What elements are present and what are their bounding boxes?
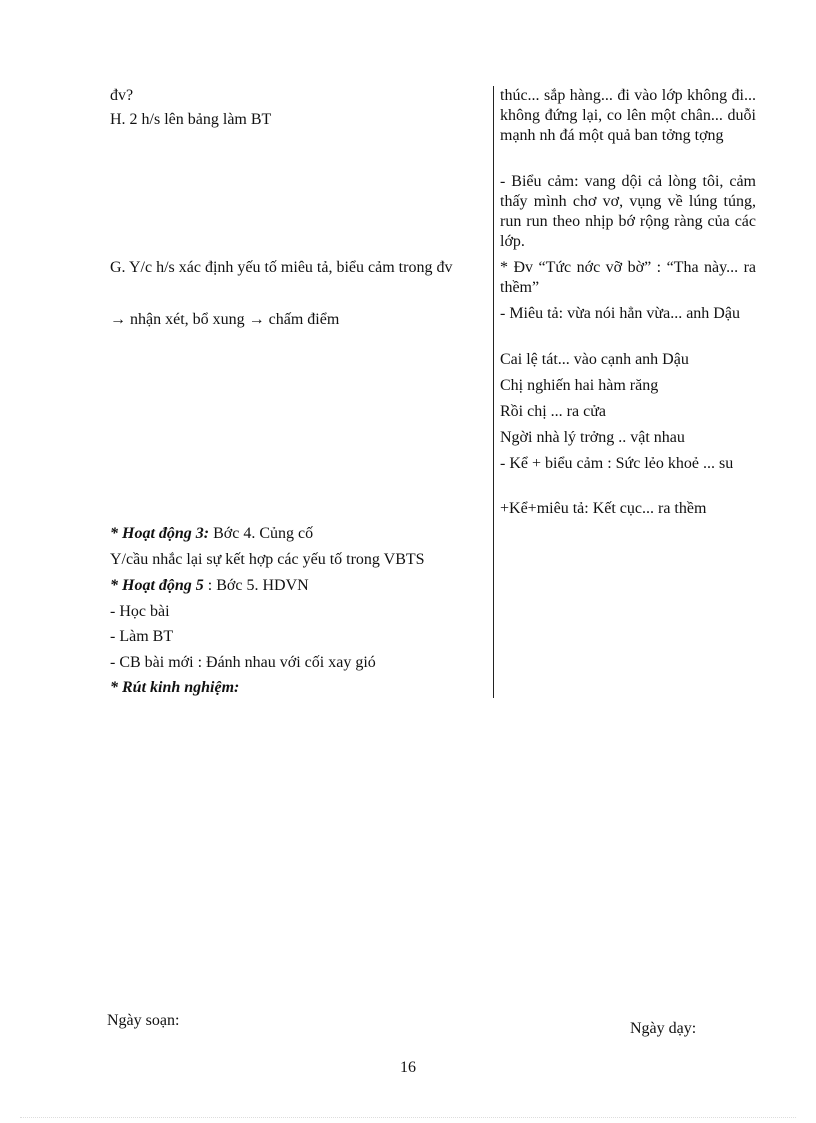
task-instruction: G. Y/c h/s xác định yếu tố miêu tả, biểu cảm trong đv <box>110 259 453 276</box>
teach-date-label: Ngày dạy: <box>630 1020 697 1037</box>
right-para-4: - Miêu tả: vừa nói hẳn vừa... anh Dậu <box>500 305 740 322</box>
activity-5-heading <box>110 576 490 596</box>
activity-3-label: * Hoạt động 3: <box>110 525 210 542</box>
right-para-7: Rồi chị ... ra cửa <box>500 403 606 420</box>
homework-item-2: - Làm BT <box>110 628 174 645</box>
lessons-learned-heading: * Rút kinh nghiệm: <box>110 679 240 696</box>
column-divider <box>493 86 494 698</box>
right-para-6: Chị nghiến hai hàm răng <box>500 377 659 394</box>
right-para-2: - Biểu cảm: vang dội cả lòng tôi, cảm thấy mình chơ vơ, vụng về lúng túng, run run theo nhịp bớ rộng ràng của các lớp. <box>500 173 756 250</box>
feedback-line: → nhận xét, bổ xung → chấm điểm <box>110 311 340 328</box>
right-para-1: thúc... sắp hàng... đi vào lớp không đi... không đứng lại, co lên một chân... duỗi mạnh nh đá một quả ban tởng tợng <box>500 87 756 144</box>
prep-date-label: Ngày soạn: <box>107 1012 180 1029</box>
right-para-3: * Đv “Tức nớc vỡ bờ” : “Tha này... ra thềm” <box>500 259 756 296</box>
activity-5-text: : Bớc 5. HDVN <box>203 577 309 594</box>
right-para-10: +Kể+miêu tả: Kết cục... ra thềm <box>500 500 707 517</box>
activity-3-heading <box>110 524 490 544</box>
left-line-2: H. 2 h/s lên bảng làm BT <box>110 111 272 128</box>
left-line-1: đv? <box>110 87 134 104</box>
activity-3-text: Bớc 4. Củng cố <box>209 525 314 542</box>
right-para-8: Ngời nhà lý trởng .. vật nhau <box>500 429 685 446</box>
homework-item-1: - Học bài <box>110 603 170 620</box>
right-para-5: Cai lệ tát... vào cạnh anh Dậu <box>500 351 689 368</box>
right-para-9: - Kể + biểu cảm : Sức lẻo khoẻ ... su <box>500 455 734 472</box>
review-line: Y/cầu nhắc lại sự kết hợp các yếu tố trong VBTS <box>110 551 425 568</box>
page-bottom-border <box>20 1117 796 1118</box>
page-number: 16 <box>400 1059 416 1076</box>
homework-item-3: - CB bài mới : Đánh nhau với cối xay gió <box>110 654 376 671</box>
activity-5-label: * Hoạt động 5 <box>110 577 204 594</box>
